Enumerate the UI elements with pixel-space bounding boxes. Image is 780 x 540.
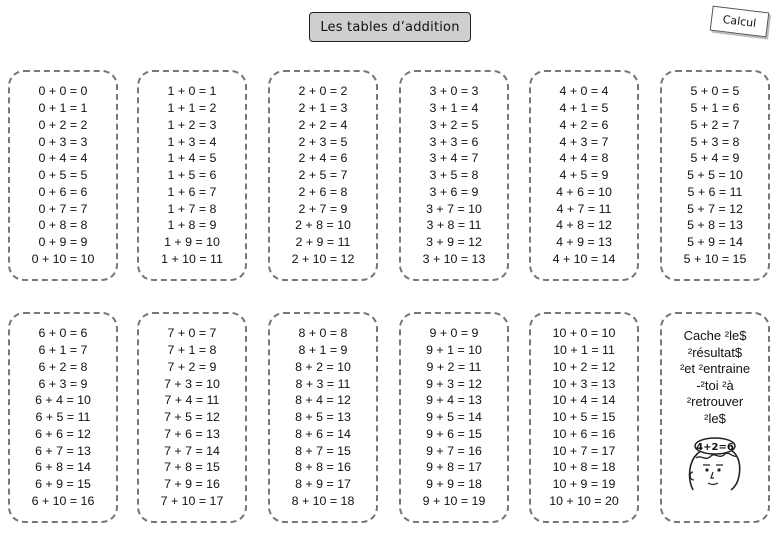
table-card-8 (268, 312, 378, 523)
equation: 7 + 10 = 17 (160, 494, 224, 509)
equation: 1 + 3 = 4 (167, 134, 217, 149)
equation: 3 + 9 = 12 (426, 235, 482, 250)
equation: 3 + 0 = 3 (429, 84, 479, 99)
thinking-head-icon (679, 432, 751, 496)
equation: 10 + 0 = 10 (552, 326, 616, 341)
equation: 2 + 0 = 2 (298, 84, 348, 99)
equation: 9 + 9 = 18 (426, 477, 482, 492)
note-line: ²le$ (704, 410, 726, 426)
note-line: Cache ²le$ (683, 328, 747, 343)
equation: 1 + 7 = 8 (167, 201, 217, 216)
note-card (660, 312, 770, 523)
equation: 9 + 5 = 14 (426, 410, 482, 425)
equation: 5 + 7 = 12 (687, 201, 743, 216)
equation: 0 + 6 = 6 (38, 184, 88, 199)
table-card-3 (399, 70, 509, 281)
table-card-5 (660, 70, 770, 281)
equation: 2 + 8 = 10 (295, 218, 351, 233)
table-card-1 (137, 70, 247, 281)
equation: 8 + 7 = 15 (295, 443, 351, 458)
equation: 0 + 7 = 7 (38, 201, 88, 216)
equation: 6 + 1 = 7 (38, 342, 88, 357)
note-text (680, 328, 750, 428)
equation: 7 + 7 = 14 (164, 443, 220, 458)
equation: 6 + 2 = 8 (38, 359, 88, 374)
equation: 7 + 1 = 8 (167, 342, 217, 357)
equation: 2 + 9 = 11 (295, 235, 351, 250)
equation: 10 + 9 = 19 (552, 477, 616, 492)
equation: 5 + 8 = 13 (687, 218, 743, 233)
equation: 2 + 7 = 9 (298, 201, 348, 216)
equation: 6 + 3 = 9 (38, 376, 88, 391)
equation: 0 + 9 = 9 (38, 235, 88, 250)
equation: 2 + 10 = 12 (291, 252, 355, 267)
equation: 4 + 7 = 11 (556, 201, 612, 216)
equation: 4 + 6 = 10 (556, 184, 612, 199)
equation: 5 + 1 = 6 (690, 100, 740, 115)
equation: 10 + 8 = 18 (552, 460, 616, 475)
equation: 3 + 8 = 11 (426, 218, 482, 233)
equation: 4 + 5 = 9 (559, 168, 609, 183)
table-card-2 (268, 70, 378, 281)
equation: 0 + 2 = 2 (38, 117, 88, 132)
equation: 1 + 5 = 6 (167, 168, 217, 183)
equation: 3 + 7 = 10 (426, 201, 482, 216)
equation: 10 + 7 = 17 (552, 443, 616, 458)
equation: 0 + 8 = 8 (38, 218, 88, 233)
table-card-0 (8, 70, 118, 281)
equation: 1 + 8 = 9 (167, 218, 217, 233)
equation: 3 + 10 = 13 (422, 252, 486, 267)
equation: 9 + 3 = 12 (426, 376, 482, 391)
equation: 1 + 4 = 5 (167, 151, 217, 166)
equation: 1 + 1 = 2 (167, 100, 217, 115)
equation: 0 + 10 = 10 (31, 252, 95, 267)
equation: 3 + 1 = 4 (429, 100, 479, 115)
equation: 10 + 4 = 14 (552, 393, 616, 408)
equation: 7 + 5 = 12 (164, 410, 220, 425)
equation: 2 + 2 = 4 (298, 117, 348, 132)
table-card-7 (137, 312, 247, 523)
equation: 0 + 5 = 5 (38, 168, 88, 183)
equation: 9 + 8 = 17 (426, 460, 482, 475)
equation: 5 + 4 = 9 (690, 151, 740, 166)
note-line: -²toi ²à (696, 377, 734, 393)
equation: 5 + 0 = 5 (690, 84, 740, 99)
equation: 10 + 5 = 15 (552, 410, 616, 425)
equation: 7 + 2 = 9 (167, 359, 217, 374)
equation: 9 + 6 = 15 (426, 426, 482, 441)
note-line: ²et ²entraine (679, 361, 751, 377)
equation: 8 + 6 = 14 (295, 426, 351, 441)
page-title-box (309, 12, 471, 42)
equation: 4 + 4 = 8 (559, 151, 609, 166)
equation: 1 + 6 = 7 (167, 184, 217, 199)
equation: 3 + 5 = 8 (429, 168, 479, 183)
equation: 9 + 2 = 11 (426, 359, 482, 374)
page-title: Les tables d’addition (320, 19, 460, 35)
equation: 6 + 9 = 15 (35, 477, 91, 492)
equation: 3 + 6 = 9 (429, 184, 479, 199)
equation: 4 + 8 = 12 (556, 218, 612, 233)
equation: 6 + 6 = 12 (35, 426, 91, 441)
equation: 10 + 1 = 11 (553, 342, 615, 357)
equation: 8 + 2 = 10 (295, 359, 351, 374)
equation: 1 + 10 = 11 (161, 252, 223, 267)
equation: 4 + 3 = 7 (559, 134, 609, 149)
equation: 10 + 6 = 16 (552, 426, 616, 441)
equation: 5 + 3 = 8 (690, 134, 740, 149)
equation: 10 + 10 = 20 (549, 494, 619, 509)
equation: 3 + 4 = 7 (429, 151, 479, 166)
note-line: ²retrouver (686, 394, 744, 410)
equation: 6 + 0 = 6 (38, 326, 88, 341)
equation: 8 + 0 = 8 (298, 326, 348, 341)
equation: 4 + 10 = 14 (552, 252, 616, 267)
table-card-6 (8, 312, 118, 523)
equation: 9 + 10 = 19 (422, 494, 486, 509)
equation: 1 + 9 = 10 (164, 235, 220, 250)
equation: 8 + 5 = 13 (295, 410, 351, 425)
equation: 9 + 4 = 13 (426, 393, 482, 408)
equation: 8 + 9 = 17 (295, 477, 351, 492)
equation: 7 + 9 = 16 (164, 477, 220, 492)
equation: 10 + 3 = 13 (552, 376, 616, 391)
equation: 6 + 5 = 11 (35, 410, 91, 425)
equation: 0 + 3 = 3 (38, 134, 88, 149)
equation: 9 + 1 = 10 (426, 342, 482, 357)
equation: 0 + 0 = 0 (38, 84, 88, 99)
equation: 5 + 2 = 7 (690, 117, 740, 132)
equation: 6 + 4 = 10 (35, 393, 91, 408)
equation: 0 + 4 = 4 (38, 151, 88, 166)
equation: 3 + 2 = 5 (429, 117, 479, 132)
equation: 4 + 2 = 6 (559, 117, 609, 132)
head-bubble-label: 4+2=6 (696, 441, 734, 453)
equation: 0 + 1 = 1 (38, 100, 88, 115)
calcul-tag (710, 6, 770, 38)
table-card-9 (399, 312, 509, 523)
note-line: ²résultat$ (687, 344, 743, 360)
equation: 10 + 2 = 12 (552, 359, 616, 374)
table-card-10 (529, 312, 639, 523)
equation: 9 + 7 = 16 (426, 443, 482, 458)
equation: 5 + 10 = 15 (683, 252, 747, 267)
equation: 2 + 4 = 6 (298, 151, 348, 166)
equation: 7 + 8 = 15 (164, 460, 220, 475)
calcul-tag-label: Calcul (722, 13, 757, 30)
equation: 2 + 6 = 8 (298, 184, 348, 199)
equation: 6 + 7 = 13 (35, 443, 91, 458)
equation: 4 + 0 = 4 (559, 84, 609, 99)
equation: 5 + 6 = 11 (687, 184, 743, 199)
equation: 3 + 3 = 6 (429, 134, 479, 149)
equation: 6 + 8 = 14 (35, 460, 91, 475)
equation: 4 + 1 = 5 (559, 100, 609, 115)
equation: 7 + 4 = 11 (164, 393, 220, 408)
equation: 8 + 10 = 18 (291, 494, 355, 509)
equation: 8 + 1 = 9 (298, 342, 348, 357)
equation: 8 + 4 = 12 (295, 393, 351, 408)
equation: 8 + 3 = 11 (295, 376, 351, 391)
equation: 2 + 5 = 7 (298, 168, 348, 183)
equation: 7 + 0 = 7 (167, 326, 217, 341)
equation: 2 + 1 = 3 (298, 100, 348, 115)
equation: 9 + 0 = 9 (429, 326, 479, 341)
equation: 8 + 8 = 16 (295, 460, 351, 475)
equation: 7 + 3 = 10 (164, 376, 220, 391)
equation: 1 + 2 = 3 (167, 117, 217, 132)
equation: 2 + 3 = 5 (298, 134, 348, 149)
equation: 7 + 6 = 13 (164, 426, 220, 441)
equation: 6 + 10 = 16 (31, 494, 95, 509)
equation: 5 + 9 = 14 (687, 235, 743, 250)
equation: 4 + 9 = 13 (556, 235, 612, 250)
equation: 5 + 5 = 10 (687, 168, 743, 183)
table-card-4 (529, 70, 639, 281)
equation: 1 + 0 = 1 (167, 84, 217, 99)
